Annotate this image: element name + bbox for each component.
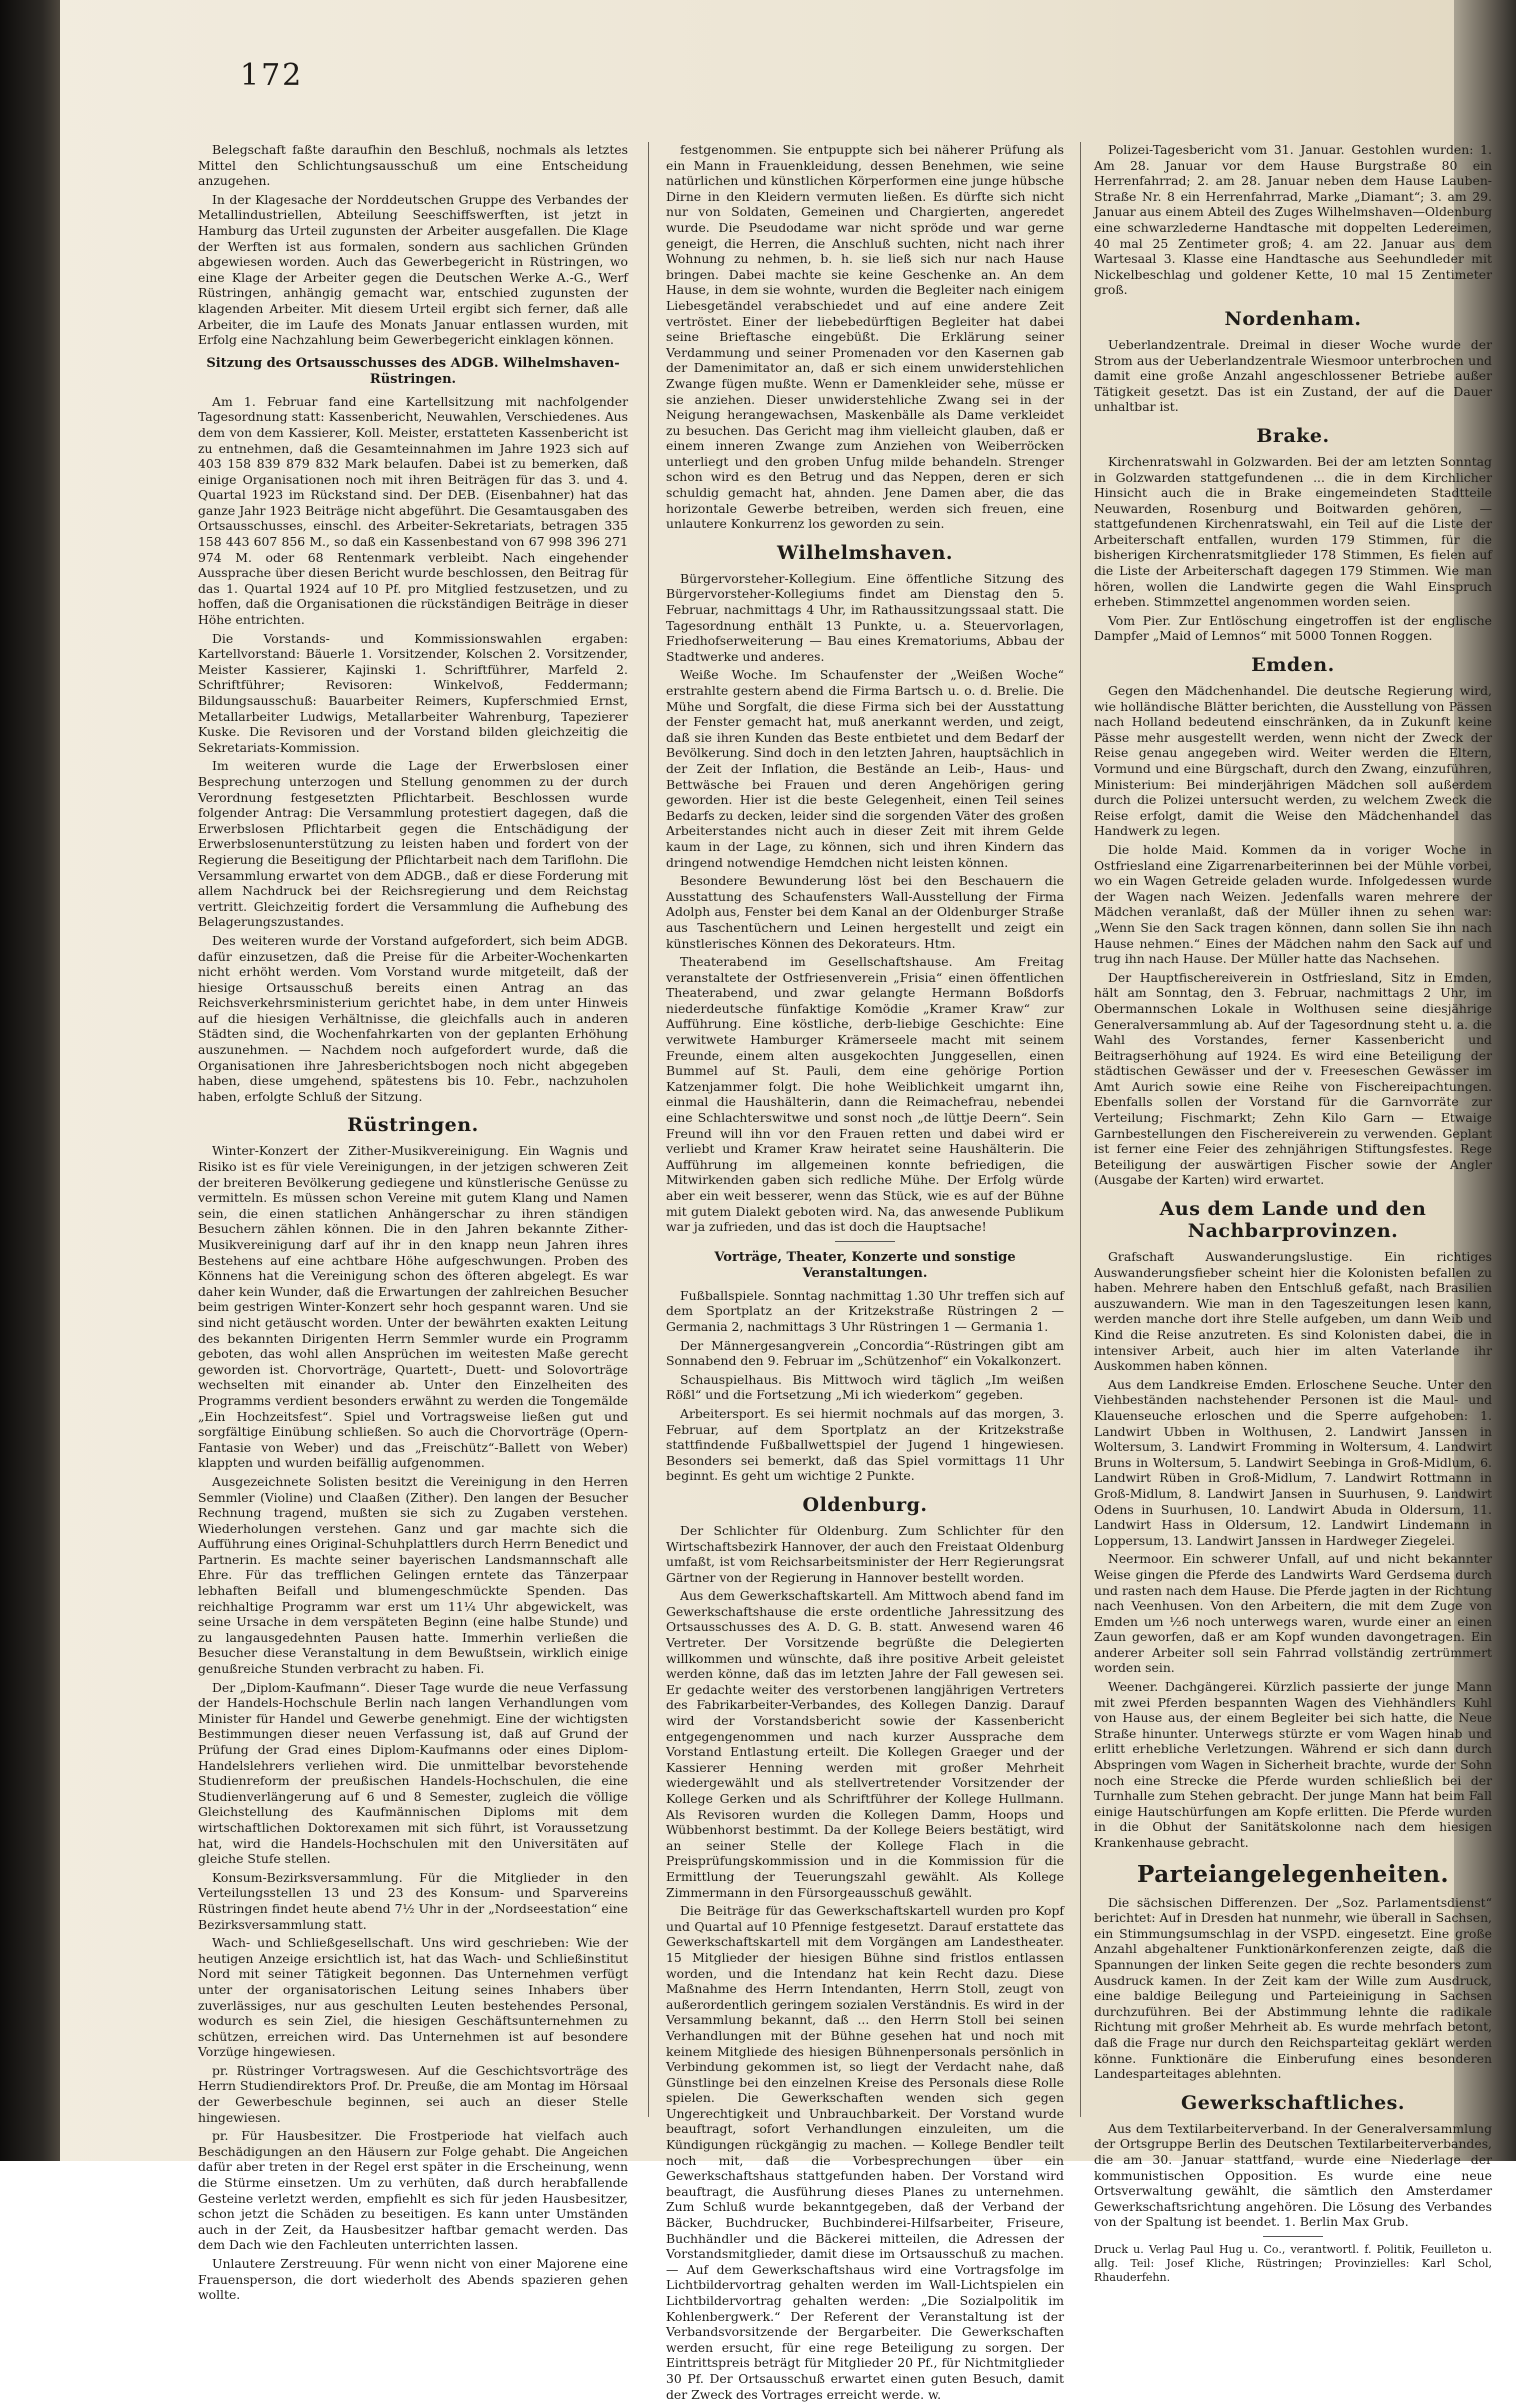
section-heading: Nordenham.	[1224, 307, 1362, 330]
article-paragraph: Die sächsischen Differenzen. Der „Soz. Parlamentsdienst“ berichtet: Auf in Dresden hat nunmehr, wie überall in Sachsen, ein Stimmungsumschlag in der VSPD. eingesetzt. Eine große Anzahl abgehaltener Funktionärkonferenzen zeigte, daß die Spannungen der linken Seite gegen die rechte besonders zum Ausdruck kamen. In der Zeit kam der Wille zum Ausdruck, eine baldige Beilegung und Parteieinigung in Sachsen durchzuführen. Bei der Abstimmung lehnte die radikale Richtung mit großer Mehrheit ab. Es wurde mehrfach betont, daß die Frage nur durch den Reichsparteitag geklärt werden könne. Funktionäre die Einberufung eines besonderen Landesparteitages ablehnten.	[1094, 1894, 1492, 2082]
article-paragraph: Vom Pier. Zur Entlöschung eingetroffen ist der englische Dampfer „Maid of Lemnos“ mit 5000 Tonnen Roggen.	[1094, 612, 1492, 644]
section-heading: Aus dem Lande und den Nachbarprovinzen.	[1159, 1198, 1427, 1243]
column-2	[666, 142, 1064, 2402]
article-paragraph: Aus dem Textilarbeiterverband. In der Generalversammlung der Ortsgruppe Berlin des Deutschen Textilarbeiterverbandes, die am 30. Januar stattfand, wurde eine Niederlage der kommunistischen Opposition. Es wurde eine neue Ortsverwaltung gewählt, die sämtlich den Amsterdamer Gewerkschaftsrichtung angehören. Die Lösung des Verbandes von der Spaltung ist beendet. 1. Berlin Max Grub.	[1094, 2120, 1492, 2230]
article-paragraph: Der Männergesangverein „Concordia“-Rüstringen gibt am Sonnabend den 9. Februar im „Schützenhof“ ein Vokalkonzert.	[666, 1337, 1064, 1369]
article-paragraph: Besondere Bewunderung löst bei den Beschauern die Ausstattung des Schaufensters Wall-Ausstellung der Firma Adolph aus, Fenster bei dem Kanal an der Oldenburger Straße aus Taschentüchern und Leinen hergestellt und zeigt ein künstlerisches Können des Dekorateurs. Htm.	[666, 873, 1064, 951]
article-paragraph: Die Beiträge für das Gewerkschaftskartell wurden pro Kopf und Quartal auf 10 Pfennige festgesetzt. Darauf erstattete das Gewerkschaftskartell mit dem Vorgängen am Landestheater. 15 Mitglieder der hiesigen Bühne sind fristlos entlassen worden, und die Intendanz hat kein Recht dazu. Diese Maßnahme des Herrn Intendanten, Herrn Stoll, zeugt von außerordentlich geringem sozialen Verständnis. Es wird in der Versammlung bekannt, daß ... den Herrn Stoll bei seinen Verhandlungen mit der Bühne gesehen hat und noch mit keinem Mitgliede des hiesigen Bühnenpersonals persönlich in Verbindung gekommen ist, so liegt der Verdacht nahe, daß Günstlinge bei den einzelnen Kreise des Personals diese Rolle spielen. Die Gewerkschaften wenden sich gegen Ungerechtigkeit und Unbrauchbarkeit. Der Vorstand wurde beauftragt, sofort Verhandlungen einzuleiten, um die Kündigungen rückgängig zu machen. — Kollege Bendler teilt noch mit, daß die Vorbesprechungen über ein Gewerkschaftshaus stattgefunden haben. Der Vorstand wird beauftragt, die Ausführung dieses Planes zu unternehmen. Zum Schluß wurde bekanntgegeben, daß der Verband der Bäcker, Buchdrucker, Buchbinderei-Hilfsarbeiter, Friseure, Buchhändler und die Bäckerei mitteilen, die Adressen der Vorstandsmitglieder, damit diese im Ortsausschuß zu machen. — Auf dem Gewerkschaftshaus wird eine Vortragsfolge im Lichtbildervortrag gehalten werden im Wall-Lichtspielen ein Lichtbildervortrag gehalten werden: „Die Sozialpolitik im Kohlenbergwerk.“ Der Referent der Veranstaltung ist der Verbandsvorsitzende der Bergarbeiter. Die Gewerkschaften werden ersucht, für eine rege Beteiligung zu sorgen. Der Eintrittspreis beträgt für Mitglieder 20 Pf., für Nichtmitglieder 30 Pf. Der Ortsausschuß erwartet einen guten Besuch, damit der Zweck des Vortrages erreicht werde. w.	[666, 1903, 1064, 2402]
article-paragraph: Schauspielhaus. Bis Mittwoch wird täglich „Im weißen Rößl“ und die Fortsetzung „Mi ich wiederkom“ gegeben.	[666, 1371, 1064, 1403]
book-binding	[0, 0, 60, 2161]
article-paragraph: Der Hauptfischereiverein in Ostfriesland, Sitz in Emden, hält am Sonntag, den 3. Februar, nachmittags 2 Uhr, im Obermannschen Lokale in Wolthusen seine diesjährige Generalversammlung ab. Auf der Tagesordnung steht u. a. die Wahl des Vorstandes, ferner Kassenbericht und Beitragserhöhung auf 1924. Es wird eine Beteiligung der städtischen Gewässer und der v. Freeseschen Gewässer im Amt Aurich sowie eine Reihe von Fischereipachtungen. Ebenfalls sollen der Vorstand für die Garnvorräte zur Verteilung; Fischmarkt; Zehn Kilo Garn — Etwaige Garnbestellungen den Fischereiverein zu verwenden. Geplant ist ferner eine Feier des zehnjährigen Stiftungsfestes. Rege Beteiligung der auswärtigen Fischer sowie der Angler (Ausgabe der Karten) wird erwartet.	[1094, 969, 1492, 1188]
section-heading: Wilhelmshaven.	[776, 541, 954, 564]
article-paragraph: Arbeitersport. Es sei hiermit nochmals auf das morgen, 3. Februar, auf dem Sportplatz an der Kritzekstraße stattfindende Fußballwettspiel der Jugend 1 hingewiesen. Besonders sei bemerkt, daß das Spiel vormittags 11 Uhr beginnt. Es geht um wichtige 2 Punkte.	[666, 1405, 1064, 1484]
article-paragraph: pr. Für Hausbesitzer. Die Frostperiode hat vielfach auch Beschädigungen an den Häusern zur Folge gehabt. Die Angeichen dafür aber treten in der Regel erst später in die Erscheinung, wenn die Stürme einsetzen. Um zu verhüten, daß durch herabfallende Gesteine verletzt werden, empfiehlt es sich für jeden Hausbesitzer, schon jetzt die Schäden zu beseitigen. Es kann unter Umständen auch in der Zeit, da Hausbesitzer haftbar gemacht werden. Das dem Dach wie den Fachleuten unterrichten lassen.	[198, 2128, 628, 2253]
article-paragraph: Die Vorstands- und Kommissionswahlen ergaben: Kartellvorstand: Bäuerle 1. Vorsitzender, Kolschen 2. Vorsitzender, Meister Kassierer, Kajinski 1. Schriftführer, Marfeld 2. Schriftführer; Revisoren: Winkelvoß, Feddermann; Bildungsausschuß: Bauarbeiter Reimers, Kupferschmied Ernst, Metallarbeiter Ludwigs, Metallarbeiter Wahrenburg, Tapezierer Kuske. Die Revisoren und der Vorstand bilden gleichzeitig die Sekretariats-Kommission.	[198, 630, 628, 755]
section-heading: Emden.	[1251, 654, 1335, 677]
article-paragraph: Der „Diplom-Kaufmann“. Dieser Tage wurde die neue Verfassung der Handels-Hochschule Berlin nach langen Verhandlungen vom Minister für Handel und Gewerbe genehmigt. Eine der wichtigsten Bestimmungen dieser neuen Verfassung ist, daß auf Grund der Prüfung der Grad eines Diplom-Kaufmanns oder eines Diplom-Handelslehrers verliehen wird. Die unmittelbar bevorstehende Studienreform der preußischen Handels-Hochschulen, die eine Studienverlängerung auf 6 und 8 Semester, zugleich die völlige Gleichstellung des Kaufmännischen Diploms mit dem wirtschaftlichen Doktorexamen mit sich führt, ist Voraussetzung hat, wird die Handels-Hochschulen mit den Universitäten auf gleiche Stufe stellen.	[198, 1679, 628, 1867]
article-paragraph: Am 1. Februar fand eine Kartellsitzung mit nachfolgender Tagesordnung statt: Kassenbericht, Neuwahlen, Verschiedenes. Aus dem von dem Kassierer, Koll. Meister, erstatteten Kassenbericht ist zu entnehmen, daß die Gesamteinnahmen im Jahre 1923 sich auf 403 158 839 879 832 Mark belaufen. Dabei ist zu bemerken, daß einige Organisationen noch mit ihren Beiträgen für das 3. und 4. Quartal 1923 im Rückstand sind. Der DEB. (Eisenbahner) hat das ganze Jahr 1923 Beiträge nicht abgeführt. Die Gesamtausgaben des Ortsausschusses, einschl. des Arbeiter-Sekretariats, betragen 335 158 443 607 856 M., so daß ein Kassenbestand von 67 998 396 271 974 M. oder 68 Rentenmark verbleibt. Nach eingehender Aussprache über diesen Bericht wurde beschlossen, den Beitrag für das 1. Quartal 1924 auf 10 Pf. pro Mitglied festzusetzen, und zu hoffen, daß die Organisationen die rückständigen Beiträge in dieser Höhe entrichten.	[198, 393, 628, 628]
article-paragraph: Des weiteren wurde der Vorstand aufgefordert, sich beim ADGB. dafür einzusetzen, daß die Preise für die Arbeiter-Wochenkarten nicht erhöht werden. Vom Vorstand wurde mitgeteilt, daß der hiesige Ortsausschuß bereits einen Antrag an das Reichsverkehrsministerium gerichtet habe, in dem unter Hinweis auf die hiesigen Verhältnisse, die gleichfalls auch in anderen Städten sind, die Wochenfahrkarten von der geplanten Erhöhung auszunehmen. — Nachdem noch aufgefordert wurde, daß die Organisationen ihre Jahresberichtsbogen noch nicht abgegeben haben, diese umgehend, spätestens bis 10. Febr., nachzuholen haben, erfolgte Schluß der Sitzung.	[198, 932, 628, 1104]
article-paragraph: Fußballspiele. Sonntag nachmittag 1.30 Uhr treffen sich auf dem Sportplatz an der Kritzekstraße Rüstringen 2 — Germania 2, nachmittags 3 Uhr Rüstringen 1 — Germania 1.	[666, 1287, 1064, 1334]
article-paragraph: pr. Rüstringer Vortragswesen. Auf die Geschichtsvorträge des Herrn Studiendirektors Prof. Dr. Preuße, die am Montag im Hörsaal der Gewerbeschule beginnen, sei auch an dieser Stelle hingewiesen.	[198, 2062, 628, 2125]
article-paragraph: Belegschaft faßte daraufhin den Beschluß, nochmals als letztes Mittel den Schlichtungsausschuß um eine Entscheidung anzugehen.	[198, 142, 628, 189]
article-paragraph: Die holde Maid. Kommen da in voriger Woche in Ostfriesland eine Zigarrenarbeiterinnen bei der Mühle vorbei, wo ein Wagen Getreide geladen wurde. Infolgedessen wurde der Wagen nach Weizen. Jedenfalls waren mehrere der Mädchen veranlaßt, daß der Müller ihnen zu sehen war: „Wenn Sie den Sack tragen können, dann sollen Sie ihn nach Hause nehmen.“ Eines der Mädchen nahm den Sack auf und trug ihn nach Hause. Der Müller hatte das Nachsehen.	[1094, 841, 1492, 967]
section-heading: Oldenburg.	[802, 1493, 928, 1516]
section-heading: Gewerkschaftliches.	[1181, 2091, 1405, 2114]
article-paragraph: Unlautere Zerstreuung. Für wenn nicht von einer Majorene eine Frauensperson, die dort wiederholt des Abends spazieren gehen wollte.	[198, 2256, 628, 2303]
article-paragraph: festgenommen. Sie entpuppte sich bei näherer Prüfung als ein Mann in Frauenkleidung, dessen Benehmen, wie seine natürlichen und künstlichen Körperformen eine junge hübsche Dirne in den Kleidern vermuten ließen. Es dürfte sich nicht nur von Soldaten, Gemeinen und Chargierten, angeredet wurde. Die Pseudodame war nicht spröde und war gerne geneigt, die Herren, die Anschluß suchten, nicht nach ihrer Wohnung zu nehmen, b. h. sie ließ sich nur nach Hause bringen. Dabei machte sie keine Geschenke an. An dem Hause, in dem sie wohnte, wurden die Begleiter nach einigem Liebesgetändel verabschiedet und auf eine andere Zeit vertröstet. Einer der liebebedürftigen Begleiter hat dabei seine Brieftasche eingebüßt. Die Erklärung seiner Verdammung und seiner Promenaden vor den Kasernen gab der Damenimitator an, daß er sich einem unwiderstehlichen Zwange fügen mußte. Wenn er Damenkleider sehe, müsse er sie anziehen. Dieser unwiderstehliche Zwang sei in der Neigung herangewachsen, Maskenbälle als Dame verkleidet zu besuchen. Das Gericht mag ihm vielleicht glauben, daß er einem inneren Zwange zum Anziehen von Weiberröcken unterliegt und den groben Unfug milde behandeln. Strenger schon wird es den Betrug und das Neppen, deren er sich schuldig gemacht hat, ahnden. Jene Damen aber, die das horizontale Gewerbe betreiben, werden sich freuen, eine unlautere Konkurrenz los geworden zu sein.	[666, 142, 1064, 532]
article-heading: Vorträge, Theater, Konzerte und sonstige Veranstaltungen.	[714, 1249, 1016, 1281]
section-heading: Brake.	[1256, 424, 1330, 447]
section-heading: Rüstringen.	[347, 1114, 479, 1137]
article-paragraph: Im weiteren wurde die Lage der Erwerbslosen einer Besprechung unterzogen und Stellung genommen zu der durch Verordnung festgesetzten Pflichtarbeit. Beschlossen wurde folgender Antrag: Die Versammlung protestiert dagegen, daß die Erwerbslosen Pflichtarbeit gegen die Entschädigung der Erwerbslosenunterstützung zu leisten haben und fordert von der Regierung die Beseitigung der Pflichtarbeit nach dem Tariflohn. Die Versammlung erwartet von dem ADGB., daß er diese Forderung mit allem Nachdruck bei der Reichsregierung und dem Reichstag vertritt. Gleichzeitig fordert die Versammlung die Aufhebung des Belagerungszustandes.	[198, 758, 628, 930]
article-paragraph: Theaterabend im Gesellschaftshause. Am Freitag veranstaltete der Ostfriesenverein „Frisia“ einen öffentlichen Theaterabend, und zwar gelangte Hermann Boßdorfs niederdeutsche fünfaktige Komödie „Kramer Kraw“ zur Aufführung. Eine köstliche, derb-liebige Geschichte: Eine verwitwete Hamburger Krämerseele macht mit seinem Freunde, einem alten ausgekochten Junggesellen, einen Bummel auf St. Pauli, dem eine gehörige Portion Katzenjammer folgt. Die hohe Weiblichkeit umgarnt ihn, einmal die Haushälterin, dann die Reimachefrau, nebendei eine Schlachterswitwe und sonst noch „de lüttje Deern“. Sein Freund will ihn vor den Frauen retten und dabei wird er verliebt und Kramer Kraw heiratet seine Haushälterin. Die Aufführung im allgemeinen konnte befriedigen, die Mitwirkenden gaben sich redliche Mühe. Der Erfolg würde aber ein weit besserer, wenn das Stück, wie es auf der Bühne mit gutem Dialekt geboten wird. Na, das anwesende Publikum war ja zufrieden, und das ist doch die Hauptsache!	[666, 954, 1064, 1235]
article-paragraph: Gegen den Mädchenhandel. Die deutsche Regierung wird, wie holländische Blätter berichten, die Ausstellung von Pässen nach Holland bedeutend einschränken, da in Zukunft keine Pässe mehr ausgestellt werden, wenn nicht der Zweck der Reise genau angegeben wird. Weiter werden die Eltern, Vormund und eine Bürgschaft, durch den Zwang, einzuführen, Ministerium: Bei minderjährigen Mädchen soll außerdem durch die Polizei untersucht werden, zu welchem Zweck die Reise erfolgt, damit die Weise den Mädchenhandel das Handwerk zu legen.	[1094, 683, 1492, 839]
article-paragraph: Kirchenratswahl in Golzwarden. Bei der am letzten Sonntag in Golzwarden stattgefundenen ... die in dem Kirchlicher Hinsicht auch die in Brake eingemeindeten Stadtteile Neuwarden, Rosenburg und Boitwarden gehören, — stattgefundenen Kirchenratswahl, ein Teil auf die Liste der Arbeiterschaft entfallen, wurden 179 Stimmen, für die bisherigen Kirchenratsmitglieder 178 Stimmen, Es fielen auf die Liste der Arbeiterschaft dagegen 179 Stimmen. Wie man hören, wollen die Landwirte gegen die Wahl Einspruch erheben. Stimmzettel angenommen worden seien.	[1094, 453, 1492, 610]
article-paragraph: Der Schlichter für Oldenburg. Zum Schlichter für den Wirtschaftsbezirk Hannover, der auch den Freistaat Oldenburg umfaßt, ist vom Reichsarbeitsminister der Herr Regierungsrat Gärtner von der Regierung in Hannover bestellt worden.	[666, 1522, 1064, 1585]
article-paragraph: Konsum-Bezirksversammlung. Für die Mitglieder in den Verteilungsstellen 13 und 23 des Konsum- und Sparvereins Rüstringen findet heute abend 7½ Uhr in der „Nordseestation“ eine Bezirksversammlung statt.	[198, 1869, 628, 1932]
article-paragraph: Neermoor. Ein schwerer Unfall, auf und nicht bekannter Weise gingen die Pferde des Landwirts Ward Gerdsema durch und rasten nach dem Hause. Die Pferde jagten in der Richtung nach Veenhusen. Von den Arbeitern, die mit dem Zuge von Emden um ½6 noch unterwegs waren, wurde einer an einen Zaun geworfen, daß er am Kopf wunden davongetragen. Ein anderer Arbeiter soll sein Fahrrad vollständig zertrümmert worden sein.	[1094, 1551, 1492, 1676]
article-paragraph: Grafschaft Auswanderungslustige. Ein richtiges Auswanderungsfieber scheint hier die Kolonisten befallen zu haben. Mehrere haben den Entschluß gefaßt, nach Brasilien auszuwandern. Wie man in den Tageszeitungen lesen kann, werden manche dort ihre Stelle aufgeben, um dann Weib und Kind die Reise anzutreten. Es sind Kolonisten dabei, die in intensiver Arbeit, auch hier im alten Vaterlande ihr Auskommen haben können.	[1094, 1249, 1492, 1374]
article-paragraph: Ausgezeichnete Solisten besitzt die Vereinigung in den Herren Semmler (Violine) und Claaßen (Zither). Den langen der Besucher Rechnung tragend, mußten sie sich zu Zugaben verstehen. Wiederholungen verstehen. Ganz und gar machte sich die Aufführung eines Original-Schuhplattlers durch Herrn Benedict und Partnerin. Es machte seiner bayerischen Landsmannschaft alle Ehre. Für das trefflichen Gelingen erntete das Tänzerpaar lebhaften Beifall und blumengeschmückte Spenden. Das reichhaltige Programm war erst um 11¼ Uhr abgewickelt, was seine Ursache in dem verspäteten Beginn (eine halbe Stunde) und zu langausgedehnten Pausen hatte. Immerhin verließen die Besucher diese Veranstaltung in dem Bewußtsein, wirklich einige genußreiche Stunden verbracht zu haben. Fi.	[198, 1473, 628, 1677]
article-paragraph: Ueberlandzentrale. Dreimal in dieser Woche wurde der Strom aus der Ueberlandzentrale Wiesmoor unterbrochen und damit eine große Anzahl angeschlossener Betriebe außer Tätigkeit gesetzt. Das ist ein Zustand, der auf die Dauer unhaltbar ist.	[1094, 336, 1492, 415]
article-heading: Sitzung des Ortsausschusses des ADGB. Wilhelmshaven-Rüstringen.	[206, 355, 620, 387]
separator	[835, 1241, 895, 1242]
imprint-line: Druck u. Verlag Paul Hug u. Co., verantwortl. f. Politik, Feuilleton u. allg. Teil: Josef Kliche, Rüstringen; Provinzielles: Karl Schol, Rhauderfehn.	[1094, 2242, 1492, 2284]
column-rule	[648, 142, 649, 2117]
column-1	[198, 142, 628, 2303]
column-3	[1094, 142, 1492, 2284]
column-rule	[1080, 142, 1081, 2117]
article-paragraph: Winter-Konzert der Zither-Musikvereinigung. Ein Wagnis und Risiko ist es für viele Vereinigungen, in der jetzigen schweren Zeit der breiteren Bevölkerung gediegene und künstlerische Genüsse zu vermitteln. Es müssen schon Vereine mit gutem Klang und Namen sein, die einen statlichen Anhängerschar zu ihren ständigen Besuchern zählen können. Die in den Jahren bekannte Zither-Musikvereinigung darf auf ihr in den knapp neun Jahren ihres Bestehens auf eine achtbare Höhe aufgeschwungen. Proben des Könnens hat die Vereinigung schon des öfteren abgelegt. Es war daher kein Wunder, daß die Erwartungen der zahlreichen Besucher beim gestrigen Winter-Konzert sehr hoch gespannt waren. Und sie sind nicht getäuscht worden. Unter der bewährten exakten Leitung des bekannten Dirigenten Herrn Semmler wurde ein Programm geboten, das wohl allen Ansprüchen im weitesten Maße gerecht geworden ist. Chorvorträge, Quartett-, Duett- und Solovorträge wechselten mit einander ab. Unter den Einzelheiten des Programms verdient besonders erwähnt zu werden die Tongemälde „Ein Hochzeitsfest“. Spiel und Vortragsweise ließen gut und sorgfältige Einübung schließen. So auch die Chorvorträge (Opern-Fantasie von Weber) und das „Freischütz“-Ballett von Weber) klappten und wurden beifällig aufgenommen.	[198, 1143, 628, 1471]
article-paragraph: Weener. Dachgängerei. Kürzlich passierte der junge Mann mit zwei Pferden bespannten Wagen des Viehhändlers Kuhl von Hause aus, der einem Begleiter bei sich hatte, die Neue Straße hinunter. Unterwegs stürzte er vom Wagen hinab und erlitt erhebliche Verletzungen. Während er sich dann durch Abspringen vom Wagen in Sicherheit brachte, wurde der Sohn noch eine Strecke die Pferde wurden schließlich bei der Turnhalle zum Stehen gebracht. Der junge Mann hat beim Fall einige Hautschürfungen am Kopfe erlitten. Die Pferde wurden in die Obhut der Sanitätskolonne nach dem hiesigen Krankenhause gebracht.	[1094, 1679, 1492, 1850]
article-paragraph: Wach- und Schließgesellschaft. Uns wird geschrieben: Wie der heutigen Anzeige ersichtlich ist, hat das Wach- und Schließinstitut Nord mit seiner Tätigkeit begonnen. Das Unternehmen verfügt unter der organisatorischen Leitung seines Inhabers über zuverlässiges, nur aus geschulten Leuten bestehendes Personal, wodurch es sein Ziel, die hiesigen Geschäftsunternehmen zu schützen, erreichen wird. Das Unternehmen ist auf besondere Vorzüge hingewiesen.	[198, 1935, 628, 2060]
article-paragraph: Aus dem Landkreise Emden. Erloschene Seuche. Unter den Viehbeständen nachstehender Personen ist die Maul- und Klauenseuche erloschen und die Sperre aufgehoben: 1. Landwirt Ubben in Wolthusen, 2. Landwirt Janssen in Woltersum, 3. Landwirt Fromming in Woltersum, 4. Landwirt Bruns in Woltersum, 5. Landwirt Seebinga in Groß-Midlum, 6. Landwirt Rüben in Groß-Midlum, 7. Landwirt Rottmann in Groß-Midlum, 8. Landwirt Jansen in Suurhusen, 9. Landwirt Odens in Suurhusen, 10. Landwirt Abuda in Oldersum, 11. Landwirt Hass in Oldersum, 12. Landwirt Lindemann in Loppersum, 13. Landwirt Janssen in Hardweger Ziegelei.	[1094, 1376, 1492, 1548]
article-paragraph: Bürgervorsteher-Kollegium. Eine öffentliche Sitzung des Bürgervorsteher-Kollegiums findet am Dienstag den 5. Februar, nachmittags 4 Uhr, im Rathaussitzungssaal statt. Die Tagesordnung enthält 13 Punkte, u. a. Steuervorlagen, Friedhofserweiterung — Bau eines Krematoriums, Abbau der Stadtwerke und anderes.	[666, 570, 1064, 664]
article-paragraph: In der Klagesache der Norddeutschen Gruppe des Verbandes der Metallindustriellen, Abteilung Seeschiffswerften, ist jetzt in Hamburg das Urteil zugunsten der Arbeiter ausgefallen. Die Klage der Werften ist aus formalen, sondern aus sachlichen Gründen abgewiesen worden. Auch das Gewerbegericht in Rüstringen, wo eine Klage der Arbeiter gegen die Deutschen Werke A.-G., Werf Rüstringen, anhängig gemacht war, entschied zugunsten der klagenden Arbeiter. Mit diesem Urteil ergibt sich ferner, daß alle Arbeiter, die im Laufe des Monats Januar entlassen wurden, mit Erfolg eine Nachzahlung beim Gewerbegericht einklagen können.	[198, 191, 628, 348]
separator	[1263, 2236, 1323, 2237]
section-heading: Parteiangelegenheiten.	[1137, 1860, 1449, 1888]
page-number: 172	[240, 58, 304, 93]
article-paragraph: Polizei-Tagesbericht vom 31. Januar. Gestohlen wurden: 1. Am 28. Januar vor dem Hause Burgstraße 80 ein Herrenfahrrad; 2. am 28. Januar neben dem Hause Lauben-Straße Nr. 8 ein Herrenfahrrad, Marke „Diamant“; 3. am 29. Januar aus einem Abteil des Zuges Wilhelmshaven—Oldenburg eine schwarzlederne Handtasche mit doppelten Ledereimen, 40 mal 25 Zentimeter groß; 4. am 22. Januar aus dem Wartesaal 3. Klasse eine Handtasche aus Seehundleder mit Nickelbeschlag und goldener Kette, 10 mal 15 Zentimeter groß.	[1094, 142, 1492, 298]
article-paragraph: Weiße Woche. Im Schaufenster der „Weißen Woche“ erstrahlte gestern abend die Firma Bartsch u. o. d. Brelie. Die Mühe und Sorgfalt, die diese Firma sich bei der Ausstattung der Fenster gemacht hat, muß anerkannt werden, und zeigt, daß sie ihren Kunden das Beste entbietet und dem Bedarf der Bevölkerung. Sind doch in den letzten Jahren, hauptsächlich in der Zeit der Inflation, die Bestände an Leib-, Haus- und Bettwäsche bei Frauen und deren Angehörigen gering geworden. Hier ist die beste Gelegenheit, einen Teil seines Bedarfs zu decken, leider sind die sorgenden Väter des großen Arbeiterstandes nicht auch in dieser Zeit mit ihrem Gelde kaum in der Lage, zu können, sich und ihren Kindern das dringend notwendige Hemdchen nicht leisten können.	[666, 667, 1064, 870]
article-paragraph: Aus dem Gewerkschaftskartell. Am Mittwoch abend fand im Gewerkschaftshause die erste ordentliche Jahressitzung des Ortsausschusses des A. D. G. B. statt. Anwesend waren 46 Vertreter. Der Vorsitzende begrüßte die Delegierten willkommen und wünschte, daß ihre positive Arbeit geleistet werden könne, daß das im letzten Jahre der Fall gewesen sei. Er gedachte weiter des verstorbenen langjährigen Vertreters des Fabrikarbeiter-Verbandes, des Kollegen Danzig. Darauf wird der Vorstandsbericht sowie der Kassenbericht entgegengenommen und nach kurzer Aussprache dem Vorstand Entlastung erteilt. Die Kollegen Graeger und der Kassierer Henning werden mit großer Mehrheit wiedergewählt und als stellvertretender Vorsitzender der Kollege Gerken und als Schriftführer der Kollege Hullmann. Als Revisoren wurden die Kollegen Damm, Hoops und Wübbenhorst bestimmt. Da der Kollege Beiers bestätigt, wird an seiner Stelle der Kollege Flach in die Preisprüfungskommission und in die Kommission für die Ermittlung der Teuerungszahl gewählt. Als Kollege Zimmermann in den Fürsorgeausschuß gewählt.	[666, 1588, 1064, 1900]
